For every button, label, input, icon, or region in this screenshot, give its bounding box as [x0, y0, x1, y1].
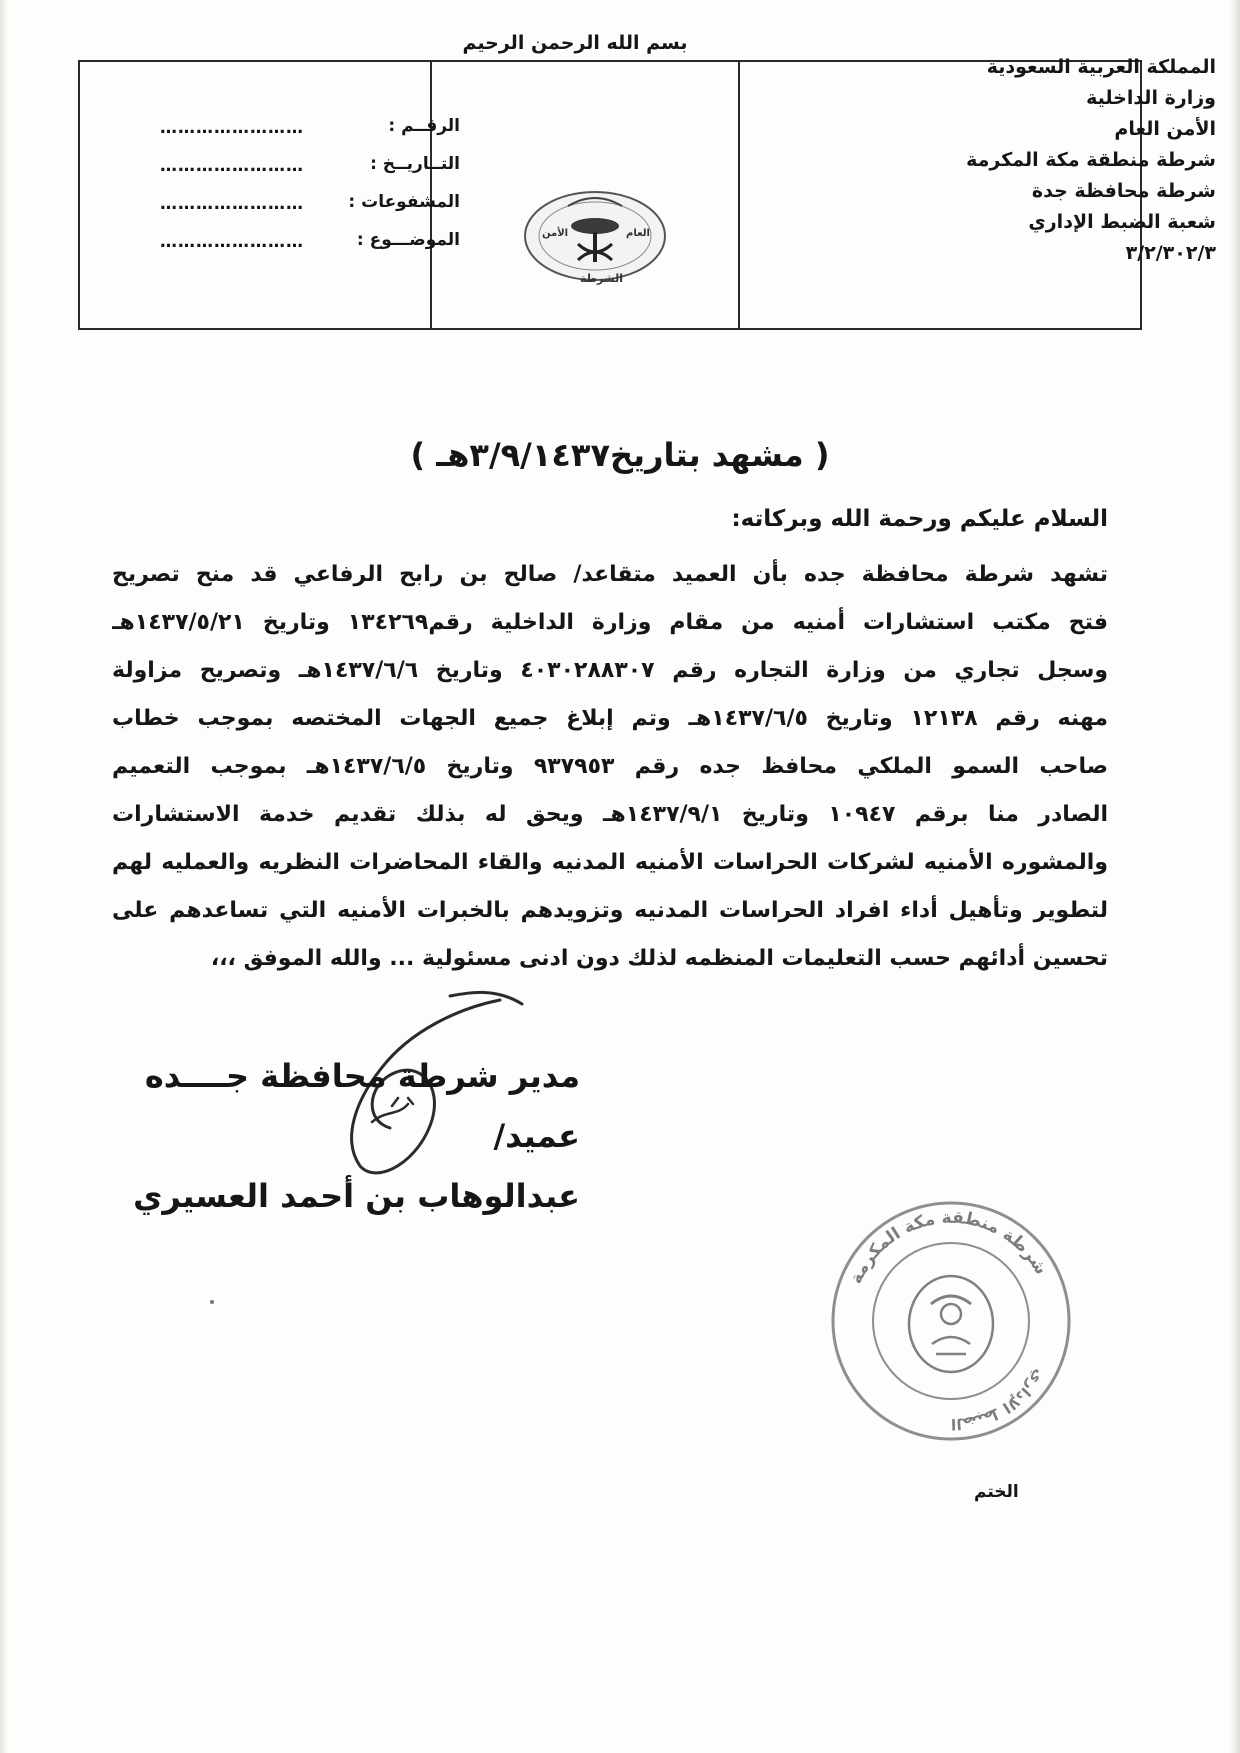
emblem-text-bottom: الشرطة	[580, 272, 623, 285]
org-line-public-security: الأمن العام	[1114, 118, 1216, 140]
reference-number-row	[160, 116, 460, 154]
org-line-ministry: وزارة الداخلية	[1086, 87, 1216, 109]
greeting: السلام عليكم ورحمة الله وبركاته:	[731, 506, 1108, 532]
body-line: الصادر منا برقم ١٠٩٤٧ وتاريخ ١٤٣٧/٩/١هـ ويحق له بذلك تقديم خدمة الاستشارات	[112, 802, 1108, 827]
organization-block	[896, 52, 1216, 269]
basmala: بسم الله الرحمن الرحيم	[462, 32, 688, 54]
signatory-title: مدير شرطة محافظة جــــده	[144, 1057, 580, 1095]
date-label: التــاريــخ :	[370, 154, 460, 174]
signature-block	[133, 1046, 580, 1226]
attachments-label: المشفوعات :	[348, 192, 460, 212]
body-line: وسجل تجاري من وزارة التجاره رقم ٤٠٣٠٢٨٨٣٠٧ وتاريخ ١٤٣٧/٦/٦هـ وتصريح مزاولة	[112, 658, 1108, 683]
reference-fields	[160, 116, 460, 268]
signatory-name: عبدالوهاب بن أحمد العسيري	[133, 1177, 580, 1215]
body-line: صاحب السمو الملكي محافظ جده رقم ٩٣٧٩٥٣ وتاريخ ١٤٣٧/٦/٥هـ بموجب التعميم	[112, 754, 1108, 779]
scan-speck	[210, 1300, 214, 1304]
emblem-text-left: الأمن	[542, 228, 569, 239]
body-line: لتطوير وتأهيل أداء افراد الحراسات المدنيه وتزويدهم بالخبرات الأمنيه التي تساعدهم على	[112, 898, 1108, 923]
date-row	[160, 154, 460, 192]
scan-edge-left	[0, 0, 8, 1753]
stamp-ring-text: شرطة منطقة مكة المكرمة	[846, 1207, 1051, 1287]
svg-text:الضبط الإداري	[951, 1366, 1049, 1433]
letterhead-divider-right	[738, 62, 740, 328]
org-line-admin-control: شعبة الضبط الإداري	[1028, 211, 1216, 233]
org-line-makkah-police: شرطة منطقة مكة المكرمة	[966, 149, 1216, 171]
org-line-kingdom: المملكة العربية السعودية	[986, 56, 1216, 78]
emblem-text-right: العام	[626, 228, 650, 239]
document-body	[112, 551, 1108, 983]
subject-value: ……………………	[160, 232, 304, 252]
subject-row	[160, 230, 460, 268]
body-line: تشهد شرطة محافظة جده بأن العميد متقاعد/ صالح بن رابح الرفاعي قد منح تصريح	[112, 562, 1108, 587]
document-title: ( مشهد بتاريخ٣/٩/١٤٣٧هـ )	[410, 436, 830, 474]
subject-label: الموضـــوع :	[356, 230, 460, 250]
attachments-row	[160, 192, 460, 230]
body-line: والمشوره الأمنيه لشركات الحراسات الأمنيه المدنيه والقاء المحاضرات النظريه والعمليه لهم	[112, 850, 1108, 875]
body-line: تحسين أدائهم حسب التعليمات المنظمه لذلك دون ادنى مسئولية ... والله الموفق ،،،	[210, 946, 1108, 971]
body-line: مهنه رقم ١٢١٣٨ وتاريخ ١٤٣٧/٦/٥هـ وتم إبلاغ جميع الجهات المختصه بموجب خطاب	[112, 706, 1108, 731]
reference-number-value: ……………………	[160, 118, 304, 138]
stamp-label: الختم	[974, 1482, 1019, 1502]
official-stamp-icon	[826, 1196, 1076, 1446]
date-value: ……………………	[160, 156, 304, 176]
stamp-ring-text-2: الضبط الإداري	[950, 1366, 1049, 1434]
attachments-value: ……………………	[160, 194, 304, 214]
reference-number-label: الرقــم :	[388, 116, 460, 136]
signatory-rank: عميد/	[493, 1117, 580, 1155]
org-line-jeddah-police: شرطة محافظة جدة	[1031, 180, 1216, 202]
police-emblem-icon	[520, 186, 670, 290]
body-line: فتح مكتب استشارات أمنيه من مقام وزارة الداخلية رقم١٣٤٢٦٩ وتاريخ ١٤٣٧/٥/٢١هـ	[112, 610, 1108, 635]
scan-edge-right	[1230, 0, 1240, 1753]
org-line-reference-number: ٣/٢/٣٠٢/٣	[1125, 242, 1216, 264]
